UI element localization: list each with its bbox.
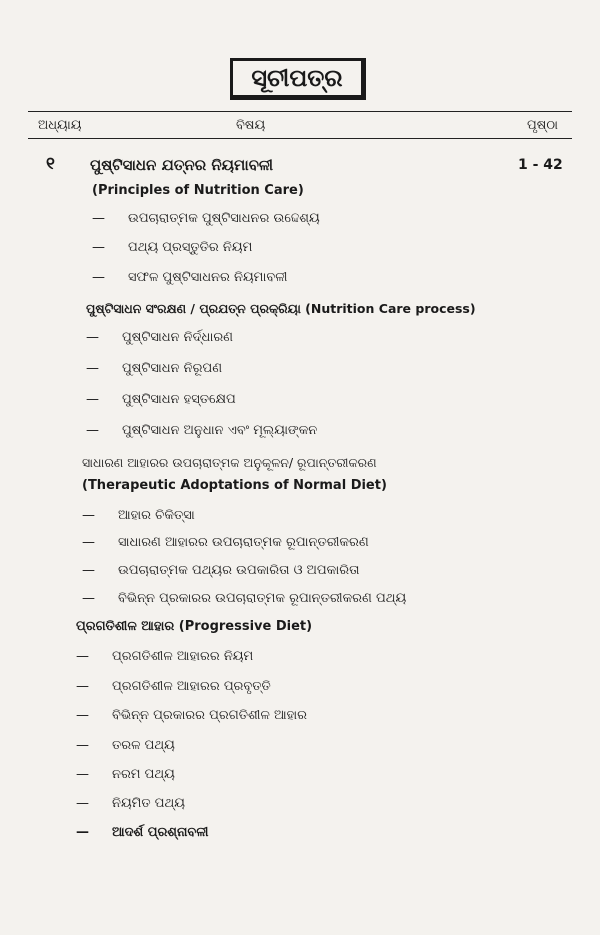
list-item: — ସଫଳ ପୁଷ୍ଟିସାଧନର ନିୟମାବଳୀ: [92, 270, 288, 285]
list-item: ସାଧାରଣ ଆହାରର ଉପଚାରାତ୍ମକ ଅନୁକୂଳନ/ ରୂପାନ୍ତରୀକରଣ: [82, 455, 377, 470]
list-item: — ପୁଷ୍ଟିସାଧନ ନିରୂପଣ: [86, 361, 223, 376]
list-item: — ଆହାର ଚିକିତ୍ସା: [82, 508, 195, 523]
page-title: ସୂଚୀପତ୍ର: [230, 58, 366, 100]
list-item: — ଉପଚାରାତ୍ମକ ପଥ୍ୟର ଉପକାରିତା ଓ ଅପକାରିତା: [82, 563, 360, 578]
list-item: (Therapeutic Adoptations of Normal Diet): [82, 478, 387, 493]
list-item: — ପଥ୍ୟ ପ୍ରସ୍ତୁତିର ନିୟମ: [92, 240, 253, 255]
list-item: — ପୁଷ୍ଟିସାଧନ ହସ୍ତକ୍ଷେପ: [86, 392, 236, 407]
list-item: — ବିଭିନ୍ନ ପ୍ରକାରର ଉପଚାରାତ୍ମକ ରୂପାନ୍ତରୀକରଣ ପଥ୍ୟ: [82, 591, 407, 606]
header-bottom-rule: [28, 138, 572, 139]
list-item: — ନିୟମିତ ପଥ୍ୟ: [76, 796, 185, 811]
list-item: — ପୁଷ୍ଟିସାଧନ ଅନୁଧାନ ଏବଂ ମୂଲ୍ୟାଙ୍କନ: [86, 423, 318, 438]
list-item: — ଆଦର୍ଶ ପ୍ରଶ୍ନାବଳୀ: [76, 825, 209, 840]
list-item: ପ୍ରଗତିଶୀଳ ଆହାର (Progressive Diet): [76, 619, 313, 634]
list-item: — ଉପଚାରାତ୍ମକ ପୁଷ୍ଟିସାଧନର ଉଦ୍ଦେଶ୍ୟ: [92, 211, 320, 226]
header-chapter: ଅଧ୍ୟାୟ: [38, 118, 82, 133]
chapter-title: ପୁଷ୍ଟିସାଧନ ଯତ୍ନର ନିୟମାବଳୀ: [90, 156, 274, 174]
list-item: — ତରଳ ପଥ୍ୟ: [76, 738, 175, 753]
list-item: ପୁଷ୍ଟିସାଧନ ସଂରକ୍ଷଣ / ପ୍ରଯତ୍ନ ପ୍ରକ୍ରିୟା (Nutrition Care process): [86, 301, 476, 316]
chapter-pages: 1 - 42: [518, 157, 563, 173]
chapter-number: ୧: [46, 154, 55, 174]
list-item: — ପ୍ରଗତିଶୀଳ ଆହାରର ପ୍ରବୃତ୍ତି: [76, 679, 271, 694]
list-item: (Principles of Nutrition Care): [92, 183, 304, 198]
header-subject: ବିଷୟ: [236, 118, 266, 133]
list-item: — ବିଭିନ୍ନ ପ୍ରକାରର ପ୍ରଗତିଶୀଳ ଆହାର: [76, 708, 307, 723]
header-top-rule: [28, 111, 572, 112]
list-item: — ପ୍ରଗତିଶୀଳ ଆହାରର ନିୟମ: [76, 649, 254, 664]
list-item: — ପୁଷ୍ଟିସାଧନ ନିର୍ଦ୍ଧାରଣ: [86, 330, 234, 345]
list-item: — ନରମ ପଥ୍ୟ: [76, 767, 175, 782]
header-page: ପୃଷ୍ଠା: [527, 118, 558, 133]
list-item: — ସାଧାରଣ ଆହାରର ଉପଚାରାତ୍ମକ ରୂପାନ୍ତରୀକରଣ: [82, 535, 369, 550]
